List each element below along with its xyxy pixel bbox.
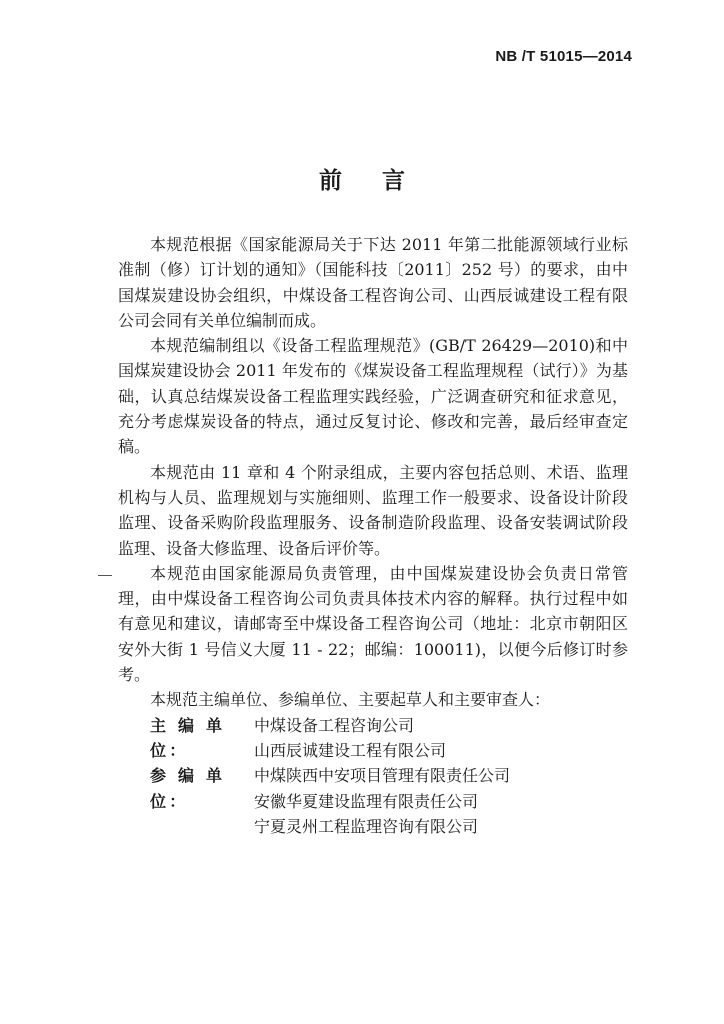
paragraph-2: 本规范编制组以《设备工程监理规范》(GB/T 26429—2010)和中国煤炭建设协会 2011 年发布的《煤炭设备工程监理规程（试行）》为基础，认真总结煤炭设备工程监理实践经验，广泛调查研究和征求意见，充分考虑煤炭设备的特点，通过反复讨论、修改和完善，最后经审查定稿。 [118, 336, 628, 457]
paragraph-4: 本规范由国家能源局负责管理，由中国煤炭建设协会负责日常管理，由中煤设备工程咨询公司负责具体技术内容的解释。执行过程中如有意见和建议，请邮寄至中煤设备工程咨询公司（地址：北京市朝阳区安外大街 1 号信义大厦 11 - 22；邮编：100011)，以便今后修订时参考。 [118, 563, 628, 685]
participating-units-row [150, 763, 628, 839]
page-title: 前言 [319, 168, 445, 194]
chief-units-list [254, 713, 628, 764]
participating-unit-item: 宁夏灵州工程监理咨询有限公司 [254, 816, 479, 836]
chief-unit-item: 山西辰诚建设工程有限公司 [254, 740, 447, 760]
chief-units-label: 主 编 单 位： [150, 715, 226, 760]
paragraph-1: 本规范根据《国家能源局关于下达 2011 年第二批能源领域行业标准制（修）订计划的通知》（国能科技〔2011〕252 号）的要求，由中国煤炭建设协会组织，中煤设备工程咨询公司、山西辰诚建设工程有限公司会同有关单位编制而成。 [118, 235, 628, 330]
paragraph-3: 本规范由 11 章和 4 个附录组成，主要内容包括总则、术语、监理机构与人员、监理规划与实施细则、监理工作一般要求、设备设计阶段监理、设备采购阶段监理服务、设备制造阶段监理、设备安装调试阶段监理、设备大修监理、设备后评价等。 [118, 462, 628, 558]
preface-body [118, 232, 628, 839]
participating-unit-item: 安徽华夏建设监理有限责任公司 [254, 791, 479, 811]
standard-code: NB /T 51015—2014 [495, 48, 632, 65]
dash-mark [98, 575, 112, 576]
paragraph-5: 本规范主编单位、参编单位、主要起草人和主要审查人： [150, 690, 551, 710]
chief-unit-item: 中煤设备工程咨询公司 [254, 715, 415, 735]
participating-unit-item: 中煤陕西中安项目管理有限责任公司 [254, 766, 511, 786]
chief-units-row [150, 713, 628, 764]
participating-units-label: 参 编 单 位： [150, 766, 226, 811]
participating-units-list [254, 763, 628, 839]
